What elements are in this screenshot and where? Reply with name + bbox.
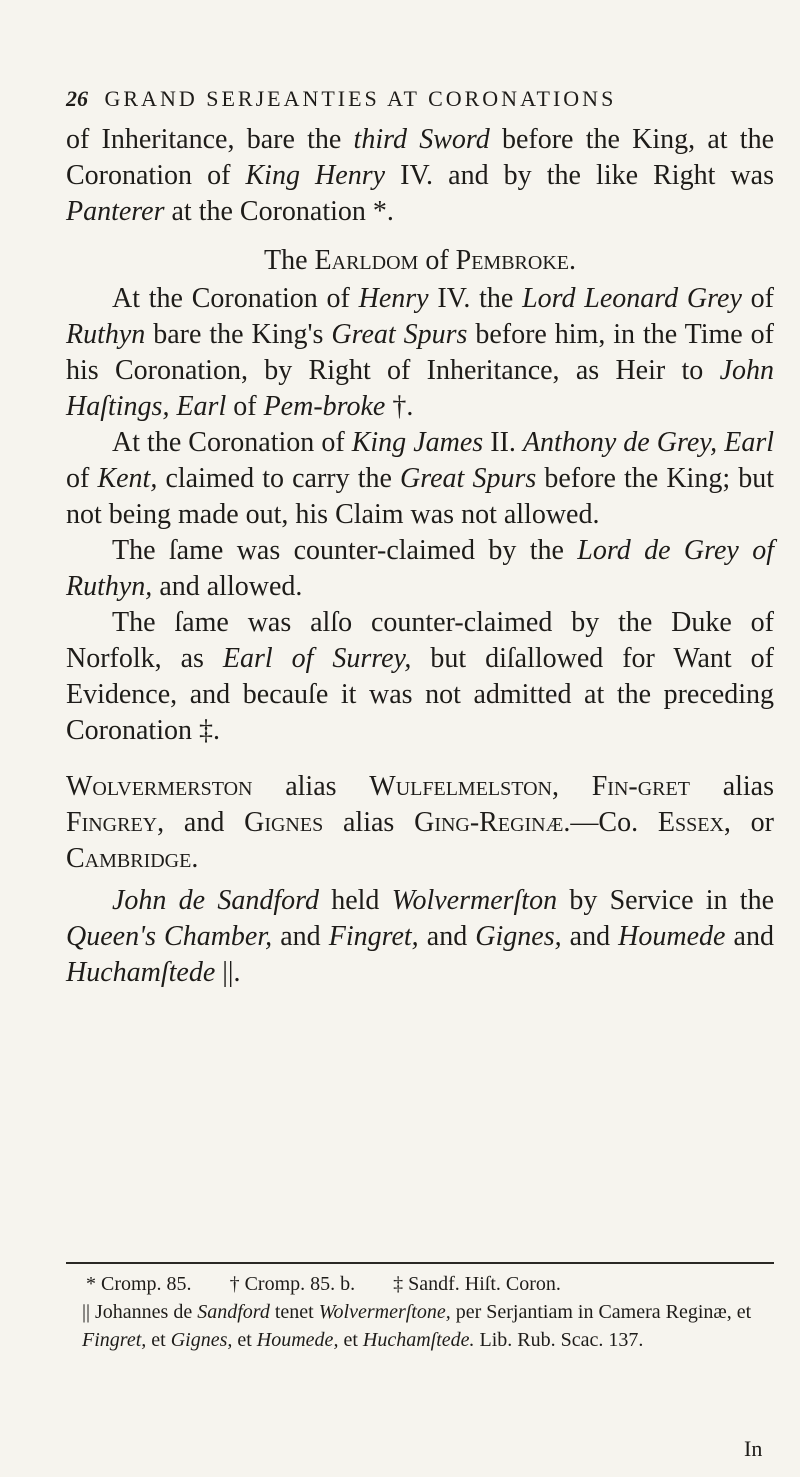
main-text <box>66 122 774 991</box>
paragraph-1: of Inheritance, bare the third Sword before the King, at the Coronation of King Henry IV. and by the like Right was Panterer at the Coronation *. <box>66 124 775 227</box>
footnote-divider <box>66 1262 774 1264</box>
footnotes <box>66 1270 774 1354</box>
paragraph-6: John de Sandford held Wolvermerſton by Service in the Queen's Chamber, and Fingret, and Gignes, and Houmede and Huchamſtede ||. <box>66 885 774 988</box>
section-title-wolvermerston: Wolvermerston alias Wulfelmelston, Fin-gret alias Fingrey, and Gignes alias Ging-Reginæ.—Co. Essex, or Cambridge. <box>66 771 775 874</box>
running-title: GRAND SERJEANTIES AT CORONATIONS <box>104 86 617 111</box>
footnote-2: † Cromp. 85. b. <box>229 1273 356 1295</box>
paragraph-4: The ſame was counter-claimed by the Lord de Grey of Ruthyn, and allowed. <box>66 535 774 602</box>
paragraph-2: At the Coronation of Henry IV. the Lord Leonard Grey of Ruthyn bare the King's Great Spurs before him, in the Time of his Coronation, by Right of Inheritance, as Heir to John Haſtings, Earl of Pem-broke †. <box>66 283 774 422</box>
footnote-refs <box>66 1270 774 1298</box>
footnote-3: ‡ Sandf. Hiſt. Coron. <box>393 1273 561 1295</box>
paragraph-3: At the Coronation of King James II. Anthony de Grey, Earl of Kent, claimed to carry the Great Spurs before the King; but not being made out, his Claim was not allowed. <box>66 427 774 530</box>
page-number: 26 <box>66 86 88 111</box>
footnote-4: || Johannes de Sandford tenet Wolvermerſtone, per Serjantiam in Camera Reginæ, et Fingret, et Gignes, et Houmede, et Huchamſtede. Lib. Rub. Scac. 137. <box>82 1301 752 1351</box>
footnote-1: * Cromp. 85. <box>86 1273 192 1295</box>
running-header <box>66 86 766 112</box>
paragraph-5: The ſame was alſo counter-claimed by the Duke of Norfolk, as Earl of Surrey, but diſallowed for Want of Evidence, and becauſe it was not admitted at the preceding Coronation ‡. <box>66 607 774 746</box>
catchword: In <box>744 1436 763 1461</box>
section-title-pembroke: The Earldom of Pembroke. <box>264 245 576 276</box>
